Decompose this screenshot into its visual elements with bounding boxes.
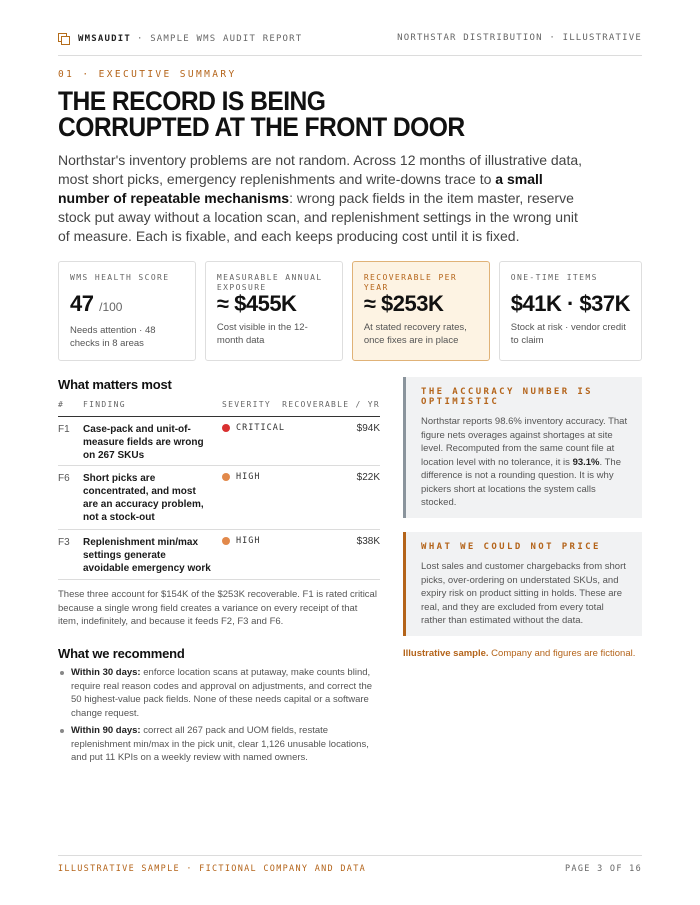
title-line-2: CORRUPTED AT THE FRONT DOOR xyxy=(58,112,465,142)
recommend-text: correct all 267 pack and UOM fields, restate replenishment min/max in the pick unit, clear 1,126 unusable locations, and put 11 KPIs on a weekly review with named owners. xyxy=(71,725,369,763)
stat-value: ≈ $253K xyxy=(363,291,444,316)
recoverable-value: $38K xyxy=(356,536,380,547)
stat-label: ONE-TIME ITEMS xyxy=(510,273,598,282)
stat-card-recoverable xyxy=(352,261,490,361)
stat-cards xyxy=(58,261,642,361)
stat-value xyxy=(70,293,184,318)
col-recoverable: RECOVERABLE / YR xyxy=(282,400,380,409)
stat-note: Cost visible in the 12-month data xyxy=(216,322,308,346)
intro-text: Northstar's inventory problems are not random. Across 12 months of illustrative data, most short picks, emergency replenishments and write-downs trace to xyxy=(58,152,583,187)
callout-emphasis: 93.1% xyxy=(572,456,600,468)
recoverable-value: $94K xyxy=(356,423,380,434)
severity xyxy=(222,423,285,433)
recommend-lead: Within 90 days: xyxy=(71,725,141,736)
finding-text: Short picks are concentrated, and most are an accuracy problem, not a stock-out xyxy=(83,473,204,523)
col-severity: SEVERITY xyxy=(222,400,271,409)
table-row xyxy=(58,530,380,580)
findings-note: These three account for $154K of the $253K recoverable. F1 is rated critical because a single wrong field creates a variance on every receipt of that item, indefinitely, and because it feeds F2, F3 and F6. xyxy=(58,589,377,627)
severity xyxy=(222,472,260,482)
page-title xyxy=(58,88,616,140)
severity xyxy=(222,536,260,546)
callout-body: Lost sales and customer chargebacks from short picks, over-ordering on understated SKUs, and expiry risk on product sitting in holds. These are real, and they are excluded from every total rather than estimated without the data. xyxy=(421,561,626,626)
stat-label: RECOVERABLE PER YEAR xyxy=(363,273,458,292)
findings-table-header xyxy=(58,398,380,417)
finding-id: F3 xyxy=(58,537,70,548)
page-header xyxy=(58,33,642,56)
severity-label: HIGH xyxy=(236,472,261,482)
unpriced-callout xyxy=(403,532,642,636)
illustrative-note xyxy=(403,648,635,659)
callout-text-end: . The difference is not a rounding question. It is why pickers short at locations the system calls stocked. xyxy=(421,456,621,508)
recoverable-value: $22K xyxy=(356,472,380,483)
accuracy-callout xyxy=(403,377,642,518)
stat-number: 47 xyxy=(70,291,94,316)
intro-text-end: : wrong pack fields in the item master, reserve stock put away without a location scan, and replenishment settings in the wrong unit of measure. Each is fixable, and each keeps producing cost until it is fixed. xyxy=(58,190,578,244)
severity-dot-icon xyxy=(222,424,230,432)
stat-card-health xyxy=(58,261,196,361)
col-id: # xyxy=(58,400,65,409)
doc-label: · SAMPLE WMS AUDIT REPORT xyxy=(136,33,303,44)
finding-id: F1 xyxy=(58,424,70,435)
stat-suffix: /100 xyxy=(99,300,123,314)
severity-label: CRITICAL xyxy=(236,423,285,433)
stat-label: MEASURABLE ANNUAL EXPOSURE xyxy=(216,273,323,292)
logo-icon xyxy=(58,33,69,44)
page-number: PAGE 3 OF 16 xyxy=(564,864,642,874)
list-item xyxy=(58,724,378,765)
list-item xyxy=(58,666,378,720)
finding-text: Case-pack and unit-of-measure fields are wrong on 267 SKUs xyxy=(83,424,204,461)
stat-card-one-time xyxy=(499,261,642,361)
intro-paragraph xyxy=(58,151,583,246)
finding-text: Replenishment min/max settings generate avoidable emergency work xyxy=(83,537,211,574)
stat-value: $41K · $37K xyxy=(510,291,631,316)
callout-text: Northstar reports 98.6% inventory accuracy. That figure nets overages against shortages at site level. Recomputed from the same count file at location level with no tolerance, it is xyxy=(421,416,628,468)
callout-body xyxy=(421,415,628,510)
brand-name: WMSAUDIT xyxy=(78,33,131,44)
stat-note: Stock at risk · vendor credit to claim xyxy=(510,322,626,346)
finding-id: F6 xyxy=(58,473,70,484)
footer-disclaimer: ILLUSTRATIVE SAMPLE · FICTIONAL COMPANY AND DATA xyxy=(58,864,367,874)
severity-label: HIGH xyxy=(236,536,261,546)
findings-title: What matters most xyxy=(58,377,172,392)
callout-title: WHAT WE COULD NOT PRICE xyxy=(421,542,601,552)
section-eyebrow: 01 · EXECUTIVE SUMMARY xyxy=(58,69,237,80)
stat-note: Needs attention · 48 checks in 8 areas xyxy=(70,325,156,349)
brand xyxy=(58,33,302,44)
severity-dot-icon xyxy=(222,537,230,545)
stat-card-exposure xyxy=(205,261,343,361)
title-line-1: THE RECORD IS BEING xyxy=(58,86,326,116)
table-row xyxy=(58,466,380,530)
client-label: NORTHSTAR DISTRIBUTION · ILLUSTRATIVE xyxy=(397,33,642,43)
intro-emphasis: a small number of repeatable mechanisms xyxy=(58,171,543,206)
recommend-text: enforce location scans at putaway, make counts blind, require real reason codes and approval on adjustments, and correct the 50 highest-value pack fields. None of these needs capital or a software change request. xyxy=(71,667,373,719)
stat-note: At stated recovery rates, once fixes are in place xyxy=(363,322,467,346)
table-row xyxy=(58,417,380,466)
illustrative-text: Company and figures are fictional. xyxy=(488,648,636,659)
callout-title: THE ACCURACY NUMBER IS OPTIMISTIC xyxy=(421,387,594,407)
illustrative-lead: Illustrative sample. xyxy=(403,648,489,659)
recommend-list xyxy=(58,666,378,769)
stat-value: ≈ $455K xyxy=(216,291,297,316)
recommend-lead: Within 30 days: xyxy=(71,667,141,678)
severity-dot-icon xyxy=(222,473,230,481)
recommend-title: What we recommend xyxy=(58,646,185,661)
stat-label: WMS HEALTH SCORE xyxy=(70,273,170,282)
col-finding: FINDING xyxy=(83,400,126,409)
page-footer xyxy=(58,855,642,874)
